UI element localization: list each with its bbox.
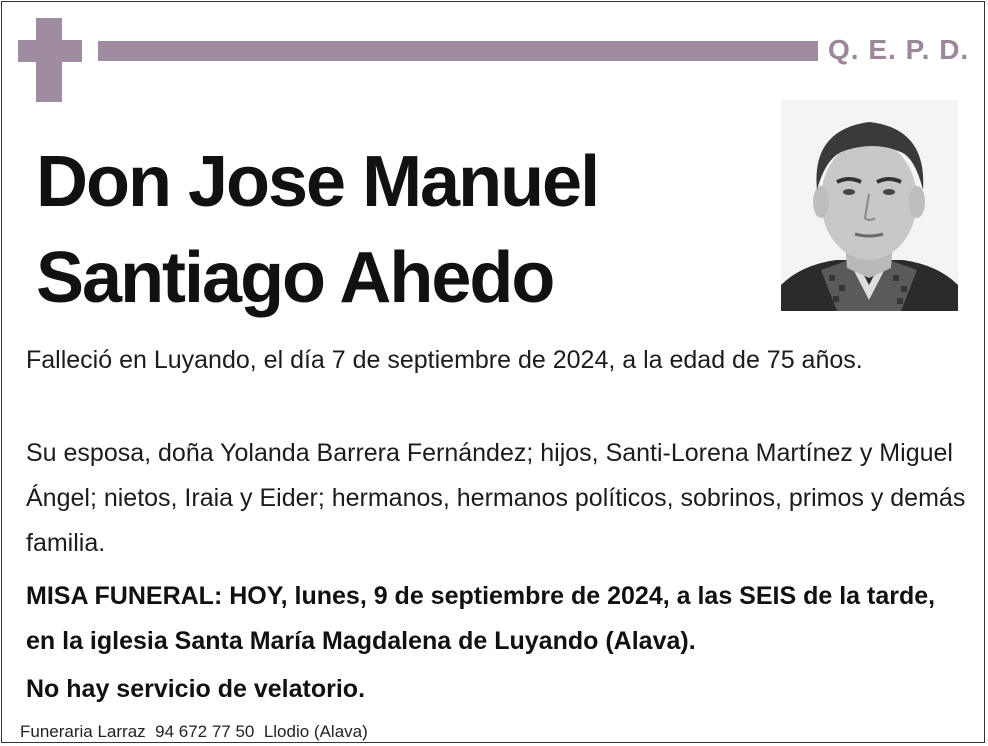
name-line-2: Santiago Ahedo [36, 238, 554, 318]
portrait-photo [781, 100, 958, 311]
family-list: Su esposa, doña Yolanda Barrera Fernández; hijos, Santi-Lorena Martínez y Miguel Ángel; nietos, Iraia y Eider; hermanos, hermanos políticos, sobrinos, primos y demás familia. [26, 439, 966, 557]
funeral-home-footer: Funeraria Larraz 94 672 77 50 Llodio (Alava) [20, 722, 368, 741]
deceased-name [36, 134, 756, 326]
name-line-1: Don Jose Manuel [36, 142, 599, 222]
wake-notice: No hay servicio de velatorio. [26, 675, 366, 703]
header-rule [98, 41, 818, 61]
obituary-body [26, 338, 966, 713]
death-notice: Falleció en Luyando, el día 7 de septiembre de 2024, a la edad de 75 años. [26, 346, 863, 374]
funeral-mass: MISA FUNERAL: HOY, lunes, 9 de septiembre de 2024, a las SEIS de la tarde, en la iglesia Santa María Magdalena de Luyando (Alava). [26, 582, 936, 655]
obituary-card [1, 1, 985, 743]
cross-horizontal-bar [18, 40, 82, 62]
portrait-photo-image [781, 100, 958, 311]
qepd-label: Q. E. P. D. [828, 34, 970, 65]
